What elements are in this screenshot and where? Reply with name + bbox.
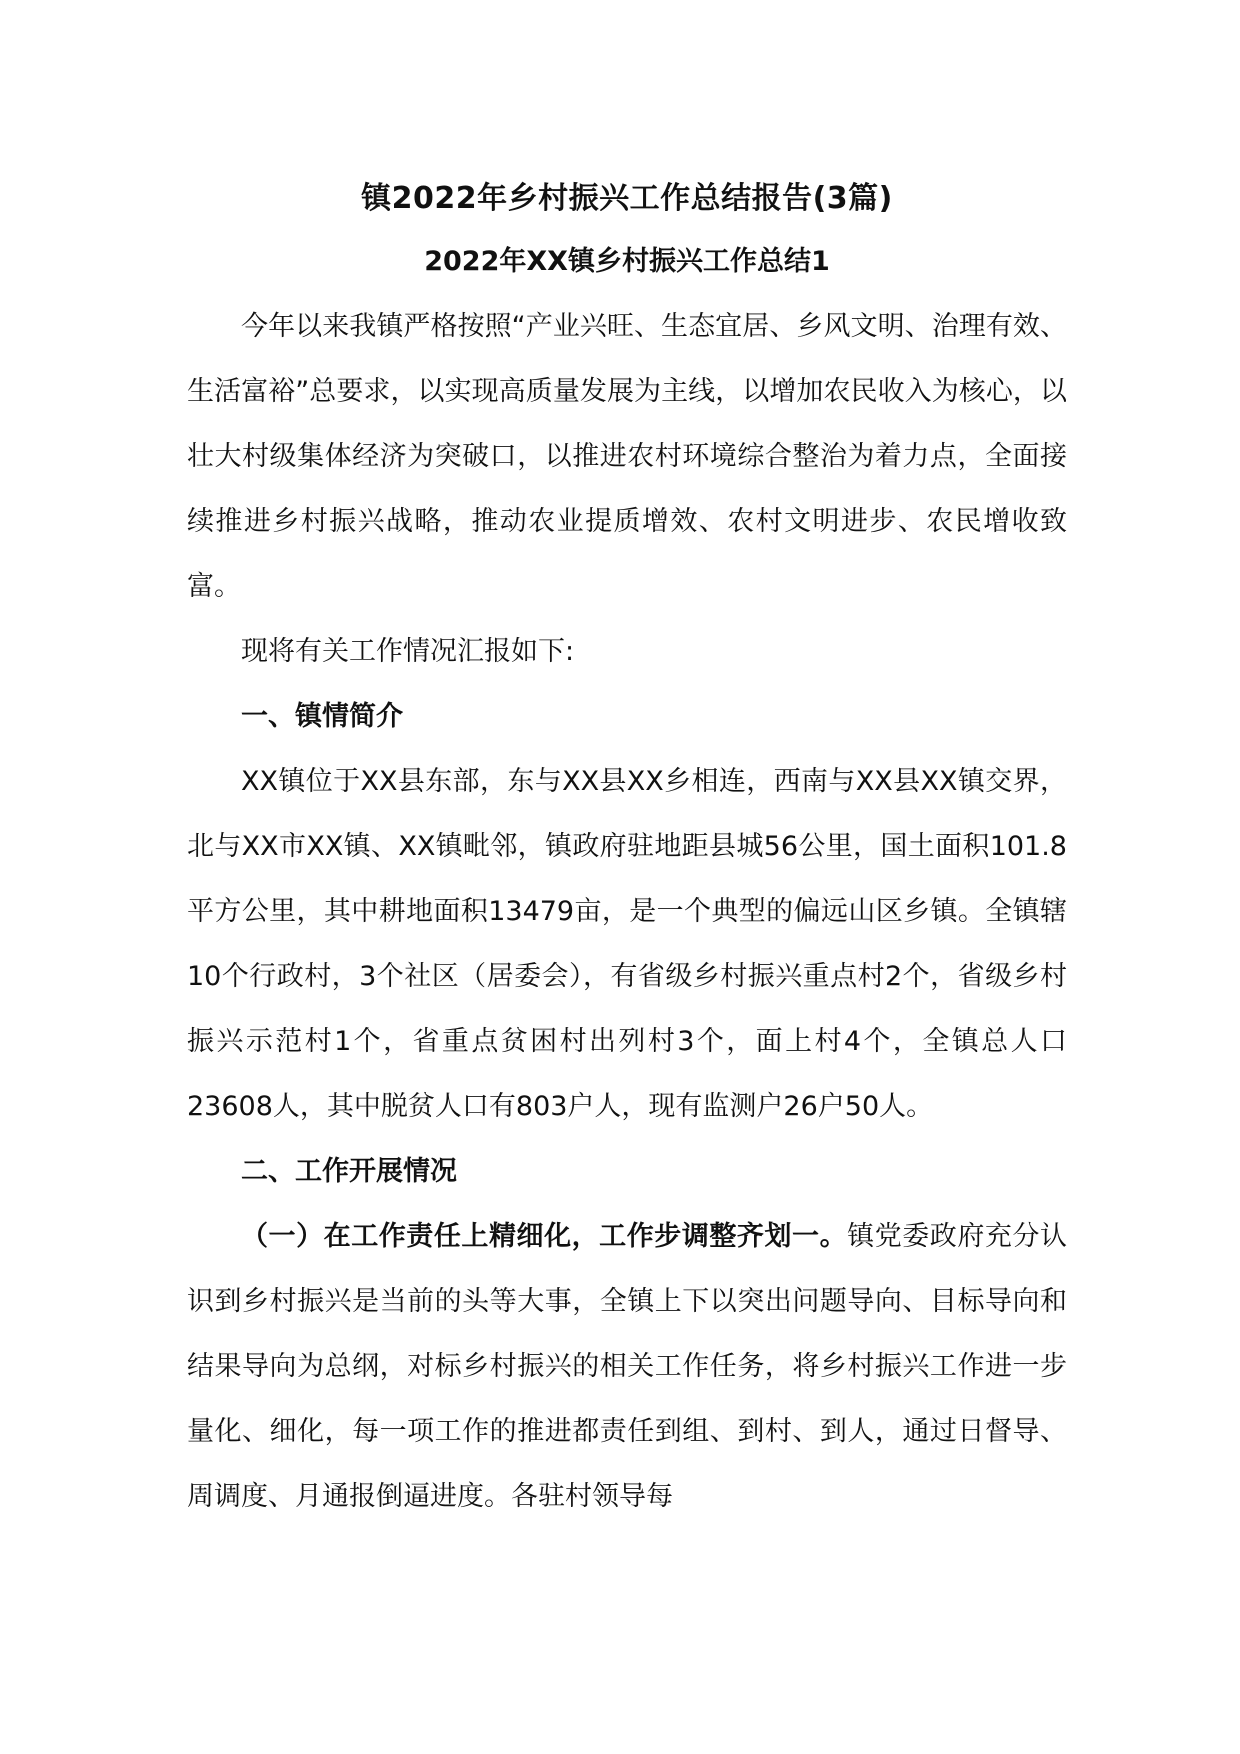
report-intro-paragraph: 现将有关工作情况汇报如下:	[241, 636, 575, 667]
work-responsibility-paragraph	[187, 1204, 1067, 1529]
work-responsibility-lead: （一）在工作责任上精细化，工作步调整齐划一。	[241, 1221, 848, 1252]
town-profile-paragraph: XX镇位于XX县东部，东与XX县XX乡相连，西南与XX县XX镇交界，北与XX市XX镇、XX镇毗邻，镇政府驻地距县城56公里，国土面积101.8平方公里，其中耕地面积13479亩，是一个典型的偏远山区乡镇。全镇辖10个行政村，3个社区（居委会），有省级乡村振兴重点村2个，省级乡村振兴示范村1个，省重点贫困村出列村3个，面上村4个，全镇总人口23608人，其中脱贫人口有803户人，现有监测户26户50人。	[187, 766, 1067, 1122]
section-heading-work-progress: 二、工作开展情况	[241, 1156, 457, 1187]
document-body	[187, 172, 1067, 1529]
document-subtitle: 2022年XX镇乡村振兴工作总结1	[424, 246, 830, 277]
document-title: 镇2022年乡村振兴工作总结报告(3篇)	[361, 181, 893, 216]
intro-paragraph: 今年以来我镇严格按照“产业兴旺、生态宜居、乡风文明、治理有效、生活富裕”总要求，以实现高质量发展为主线，以增加农民收入为核心，以壮大村级集体经济为突破口，以推进农村环境综合整治为着力点，全面接续推进乡村振兴战略，推动农业提质增效、农村文明进步、农民增收致富。	[187, 311, 1067, 602]
section-heading-town-profile: 一、镇情简介	[241, 701, 403, 732]
work-responsibility-text: 镇党委政府充分认识到乡村振兴是当前的头等大事，全镇上下以突出问题导向、目标导向和结果导向为总纲，对标乡村振兴的相关工作任务，将乡村振兴工作进一步量化、细化，每一项工作的推进都责任到组、到村、到人，通过日督导、周调度、月通报倒逼进度。各驻村领导每	[187, 1221, 1068, 1512]
